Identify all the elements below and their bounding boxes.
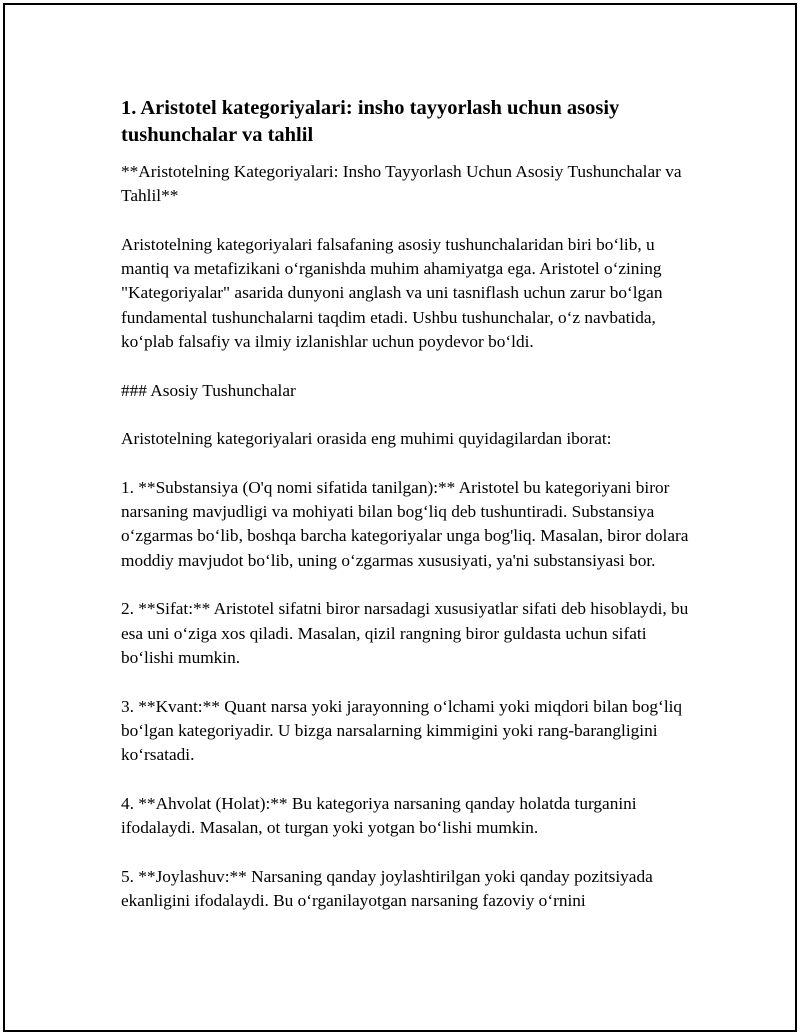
- document-body: [121, 95, 696, 938]
- lead-paragraph: Aristotelning kategoriyalari orasida eng muhimi quyidagilardan iborat:: [121, 429, 612, 449]
- section-heading: ### Asosiy Tushunchalar: [121, 380, 296, 400]
- subtitle-paragraph: **Aristotelning Kategoriyalari: Insho Tayyorlash Uchun Asosiy Tushunchalar va Tahlil**: [121, 162, 682, 206]
- list-item-kvant: 3. **Kvant:** Quant narsa yoki jarayonning o‘lchami yoki miqdori bilan bog‘liq bo‘lgan kategoriyadir. U bizga narsalarning kimmigini yoki rang-barangligini ko‘rsatadi.: [121, 696, 683, 765]
- list-item-joylashuv: 5. **Joylashuv:** Narsaning qanday joylashtirilgan yoki qanday pozitsiyada ekanligini ifodalaydi. Bu o‘rganilayotgan narsaning fazoviy o‘rnini: [121, 866, 653, 910]
- intro-paragraph: Aristotelning kategoriyalari falsafaning asosiy tushunchalaridan biri bo‘lib, u mantiq va metafizikani o‘rganishda muhim ahamiyatga ega. Aristotel o‘zining "Kategoriyalar" asarida dunyoni anglash va uni tasniflash uchun zarur bo‘lgan fundamental tushunchalarni taqdim etadi. Ushbu tushunchalar, o‘z navbatida, ko‘plab falsafiy va ilmiy izlanishlar uchun poydevor bo‘ldi.: [121, 234, 663, 352]
- list-item-ahvolat: 4. **Ahvolat (Holat):** Bu kategoriya narsaning qanday holatda turganini ifodalaydi. Masalan, ot turgan yoki yotgan bo‘lishi mumkin.: [121, 793, 637, 838]
- document-page: [3, 3, 797, 1032]
- list-item-substansiya: 1. **Substansiya (O'q nomi sifatida tanilgan):** Aristotel bu kategoriyani biror narsaning mavjudligi va mohiyati bilan bog‘liq deb tushuntiradi. Substansiya o‘zgarmas bo‘lib, boshqa barcha kategoriyalar unga bog'liq. Masalan, biror dolara moddiy mavjudot bo‘lib, uning o‘zgarmas xususiyati, ya'ni substansiyasi bor.: [121, 477, 689, 570]
- list-item-sifat: 2. **Sifat:** Aristotel sifatni biror narsadagi xususiyatlar sifati deb hisoblaydi, bu esa uni o‘ziga xos qiladi. Masalan, qizil rangning biror guldasta uchun sifati bo‘lishi mumkin.: [121, 599, 689, 667]
- document-title: 1. Aristotel kategoriyalari: insho tayyorlash uchun asosiy tushunchalar va tahlil: [121, 97, 620, 146]
